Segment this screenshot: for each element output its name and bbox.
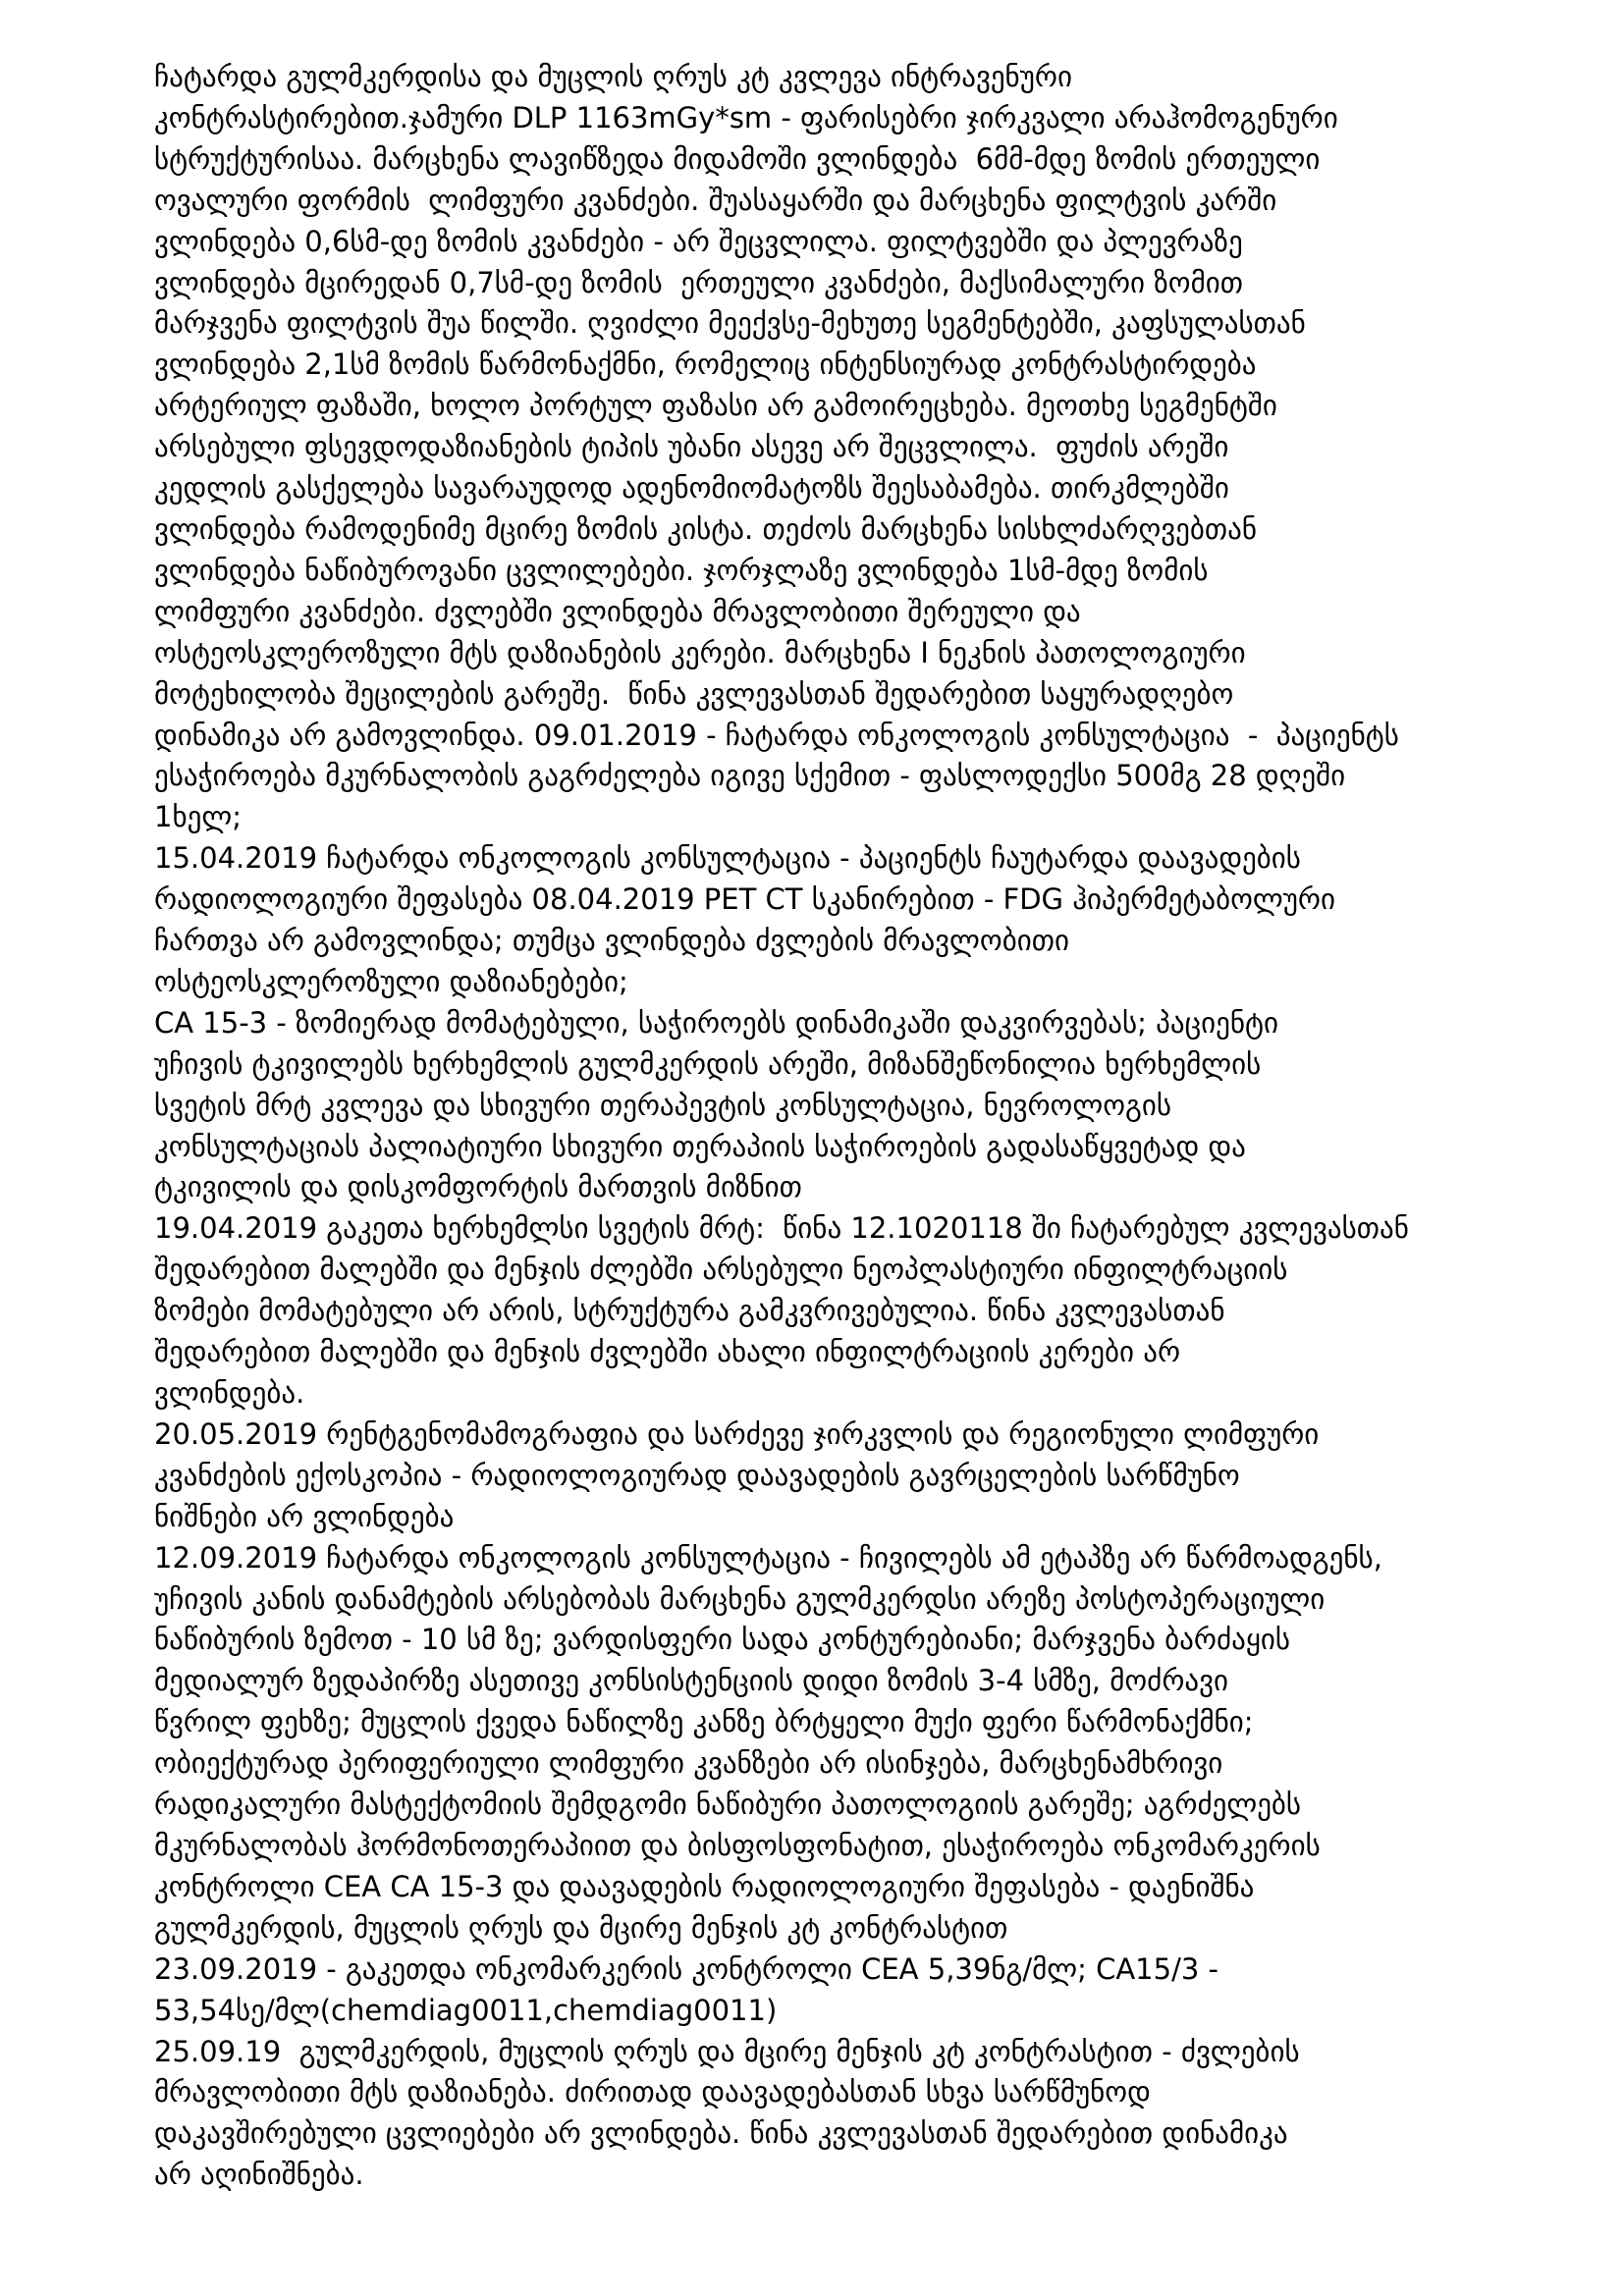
document-line: 1ხელ; bbox=[154, 800, 242, 834]
document-line: წვრილ ფეხზე; მუცლის ქვედა ნაწილზე კანზე ბრტყელი მუქი ფერი წარმონაქმნი; bbox=[154, 1705, 1254, 1739]
document-line: 15.04.2019 ჩატარდა ონკოლოგის კონსულტაცია - პაციენტს ჩაუტარდა დაავადების bbox=[154, 841, 1301, 876]
document-line: შედარებით მალებში და მენჯის ძლებში არსებული ნეოპლასტიური ინფილტრაციის bbox=[154, 1253, 1288, 1287]
document-line: უჩივის ტკივილებს ხერხემლის გულმკერდის არეში, მიზანშეწონილია ხერხემლის bbox=[154, 1046, 1262, 1081]
document-line: მრავლობითი მტს დაზიანება. ძირითად დაავადებასთან სხვა სარწმუნოდ bbox=[154, 2075, 1151, 2109]
document-line: 19.04.2019 გაკეთა ხერხემლსი სვეტის მრტ: წინა 12.1020118 ში ჩატარებულ კვლევასთან bbox=[154, 1211, 1409, 1246]
document-line: კედლის გასქელება სავარაუდოდ ადენომიომატოზს შეესაბამება. თირკმლებში bbox=[154, 471, 1229, 506]
document-line: კონტრასტირებით.ჯამური DLP 1163mGy*sm - ფარისებრი ჯირკვალი არაჰომოგენური bbox=[154, 100, 1338, 134]
document-line: არსებული ფსევდოდაზიანების ტიპის უბანი ასევე არ შეცვლილა. ფუძის არეში bbox=[154, 430, 1229, 464]
document-line: 12.09.2019 ჩატარდა ონკოლოგის კონსულტაცია - ჩივილებს ამ ეტაპზე არ წარმოადგენს, bbox=[154, 1540, 1382, 1575]
document-line: ვლინდება მცირედან 0,7სმ-დე ზომის ერთეული კვანძები, მაქსიმალური ზომით bbox=[154, 265, 1243, 299]
document-line: ლიმფური კვანძები. ძვლებში ვლინდება მრავლობითი შერეული და bbox=[154, 594, 1081, 628]
document-line: სტრუქტურისაა. მარცხენა ლავიწზედა მიდამოში ვლინდება 6მმ-მდე ზომის ერთეული bbox=[154, 141, 1321, 176]
document-line: ვლინდება 2,1სმ ზომის წარმონაქმნი, რომელიც ინტენსიურად კონტრასტირდება bbox=[154, 347, 1257, 382]
document-line: 25.09.19 გულმკერდის, მუცლის ღრუს და მცირე მენჯის კტ კონტრასტით - ძვლების bbox=[154, 2034, 1300, 2068]
document-line: ობიექტურად პერიფერიული ლიმფური კვანზები არ ისინჯება, მარცხენამხრივი bbox=[154, 1746, 1223, 1781]
medical-report-text bbox=[154, 57, 1504, 2196]
document-line: ვლინდება რამოდენიმე მცირე ზომის კისტა. თეძოს მარცხენა სისხლძარღვებთან bbox=[154, 511, 1258, 546]
document-line: ნიშნები არ ვლინდება bbox=[154, 1499, 455, 1533]
document-line: ზომები მომატებული არ არის, სტრუქტურა გამკვრივებულია. წინა კვლევასთან bbox=[154, 1294, 1225, 1328]
document-line: არტერიულ ფაზაში, ხოლო პორტულ ფაზასი არ გამოირეცხება. მეოთხე სეგმენტში bbox=[154, 389, 1277, 423]
document-line: გულმკერდის, მუცლის ღრუს და მცირე მენჯის კტ კონტრასტით bbox=[154, 1910, 1008, 1945]
document-line: CA 15-3 - ზომიერად მომატებული, საჭიროებს დინამიკაში დაკვირვებას; პაციენტი bbox=[154, 1005, 1279, 1040]
document-line: მოტეხილობა შეცილების გარეშე. წინა კვლევასთან შედარებით საყურადღებო bbox=[154, 676, 1234, 711]
document-line: ოსტეოსკლეროზული დაზიანებები; bbox=[154, 964, 628, 998]
document-line: მკურნალობას ჰორმონოთერაპიით და ბისფოსფონატით, ესაჭიროება ონკომარკერის bbox=[154, 1828, 1321, 1862]
document-line: 23.09.2019 - გაკეთდა ონკომარკერის კონტროლი CEA 5,39ნგ/მლ; CA15/3 - bbox=[154, 1951, 1218, 1986]
document-line: დინამიკა არ გამოვლინდა. 09.01.2019 - ჩატარდა ონკოლოგის კონსულტაცია - პაციენტს bbox=[154, 718, 1399, 752]
document-line: ნაწიბურის ზემოთ - 10 სმ ზე; ვარდისფერი სადა კონტურებიანი; მარჯვენა ბარძაყის bbox=[154, 1623, 1291, 1657]
document-line: ოვალური ფორმის ლიმფური კვანძები. შუასაყარში და მარცხენა ფილტვის კარში bbox=[154, 183, 1277, 217]
document-line: არ აღინიშნება. bbox=[154, 2158, 364, 2192]
document-line: 53,54სე/მლ(chemdiag0011,chemdiag0011) bbox=[154, 1993, 778, 2027]
document-line: რადიკალური მასტექტომიის შემდგომი ნაწიბური პათოლოგიის გარეშე; აგრძელებს bbox=[154, 1788, 1302, 1822]
document-line: უჩივის კანის დანამტების არსებობას მარცხენა გულმკერდსი არეზე პოსტოპერაციული bbox=[154, 1581, 1326, 1616]
document-line: ტკივილის და დისკომფორტის მართვის მიზნით bbox=[154, 1170, 802, 1204]
document-line: ოსტეოსკლეროზული მტს დაზიანების კერები. მარცხენა I ნეკნის პათოლოგიური bbox=[154, 635, 1246, 669]
document-line: ესაჭიროება მკურნალობის გაგრძელება იგივე სქემით - ფასლოდექსი 500მგ 28 დღეში bbox=[154, 759, 1346, 793]
document-line: ვლინდება ნაწიბუროვანი ცვლილებები. ჯორჯლაზე ვლინდება 1სმ-მდე ზომის bbox=[154, 553, 1209, 587]
document-line: კონსულტაციას პალიატიური სხივური თერაპიის საჭიროების გადასაწყვეტად და bbox=[154, 1129, 1246, 1163]
document-line: კვანძების ექოსკოპია - რადიოლოგიურად დაავადების გავრცელების სარწმუნო bbox=[154, 1458, 1240, 1492]
document-line: დაკავშირებული ცვლიებები არ ვლინდება. წინა კვლევასთან შედარებით დინამიკა bbox=[154, 2116, 1288, 2151]
document-line: ვლინდება 0,6სმ-დე ზომის კვანძები - არ შეცვლილა. ფილტვებში და პლევრაზე bbox=[154, 224, 1243, 258]
document-line: სვეტის მრტ კვლევა და სხივური თერაპევტის კონსულტაცია, ნევროლოგის bbox=[154, 1088, 1171, 1122]
document-line: კონტროლი CEA CA 15-3 და დაავადების რადიოლოგიური შეფასება - დაენიშნა bbox=[154, 1869, 1255, 1903]
document-line: ვლინდება. bbox=[154, 1376, 305, 1410]
document-line: მედიალურ ზედაპირზე ასეთივე კონსისტენციის დიდი ზომის 3-4 სმზე, მოძრავი bbox=[154, 1664, 1228, 1698]
document-line: მარჯვენა ფილტვის შუა წილში. ღვიძლი მეექვსე-მეხუთე სეგმენტებში, კაფსულასთან bbox=[154, 306, 1306, 341]
document-line: რადიოლოგიური შეფასება 08.04.2019 PET CT სკანირებით - FDG ჰიპერმეტაბოლური bbox=[154, 882, 1335, 917]
document-line: შედარებით მალებში და მენჯის ძვლებში ახალი ინფილტრაციის კერები არ bbox=[154, 1335, 1181, 1369]
document-line: ჩართვა არ გამოვლინდა; თუმცა ვლინდება ძვლების მრავლობითი bbox=[154, 924, 1069, 958]
document-line: ჩატარდა გულმკერდისა და მუცლის ღრუს კტ კვლევა ინტრავენური bbox=[154, 60, 1072, 93]
document-line: 20.05.2019 რენტგენომამოგრაფია და სარძევე ჯირკვლის და რეგიონული ლიმფური bbox=[154, 1416, 1320, 1451]
